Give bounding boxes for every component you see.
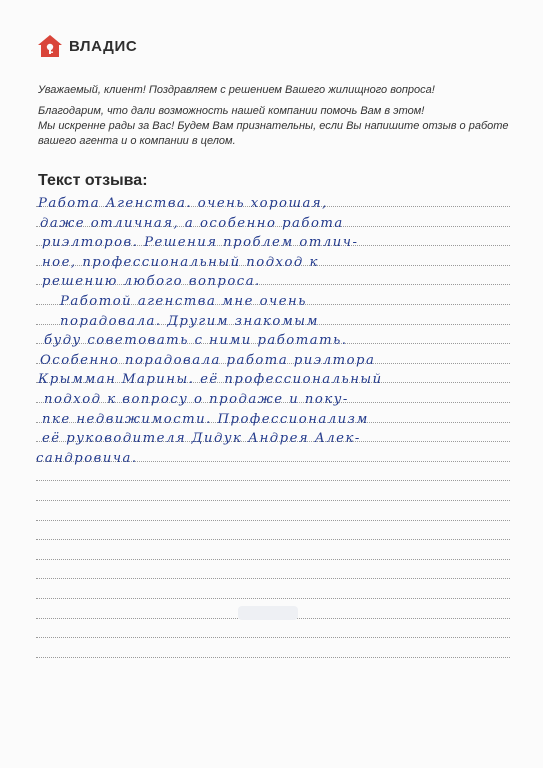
ruled-line	[36, 480, 510, 481]
handwritten-line: Крымман Марины. её профессиональный	[38, 372, 383, 388]
handwritten-line: порадовала. Другим знакомым	[60, 313, 319, 329]
greeting-line: Уважаемый, клиент! Поздравляем с решением Вашего жилищного вопроса!	[38, 84, 435, 96]
ruled-line	[36, 598, 510, 599]
handwritten-line: Работа Агенства. очень хорошая,	[38, 196, 328, 211]
brand-name: ВЛАДИС	[69, 37, 138, 55]
house-key-logo-icon	[37, 34, 63, 58]
handwritten-line: Особенно порадовала работа риэлтора	[40, 352, 376, 368]
ruled-line	[36, 657, 510, 658]
handwritten-line: её руководителя Дидук Андрея Алек-	[42, 431, 361, 447]
handwritten-line: буду советовать с ними работать.	[44, 333, 348, 349]
request-line: Мы искренне рады за Вас! Будем Вам признательны, если Вы напишите отзыв о работе	[38, 120, 509, 132]
handwritten-line: решению любого вопроса.	[42, 274, 261, 290]
handwritten-line: риэлторов. Решения проблем отлич-	[42, 235, 359, 251]
handwritten-line: пке недвижимости. Профессионализм	[42, 411, 369, 427]
review-heading: Текст отзыва:	[38, 172, 148, 189]
handwritten-line: сандровича.	[36, 450, 138, 466]
ruled-line	[36, 539, 510, 540]
ruled-line	[36, 559, 510, 560]
handwritten-line: Работой агенства мне очень	[60, 294, 307, 309]
handwritten-line: даже отличная, а особенно работа	[40, 215, 344, 231]
handwritten-line: ное, профессиональный подход к	[42, 254, 319, 270]
thanks-line: Благодарим, что дали возможность нашей компании помочь Вам в этом!	[38, 105, 425, 117]
faint-stamp-mark	[238, 606, 298, 620]
intro-text	[38, 83, 518, 149]
brand-logo	[37, 34, 137, 58]
request-line-continued: вашего агента и о компании в целом.	[38, 135, 236, 147]
ruled-line	[36, 520, 510, 521]
ruled-line	[36, 578, 510, 579]
handwritten-line: подход к вопросу о продаже и поку-	[44, 392, 349, 407]
ruled-line	[36, 500, 510, 501]
ruled-line	[36, 637, 510, 638]
